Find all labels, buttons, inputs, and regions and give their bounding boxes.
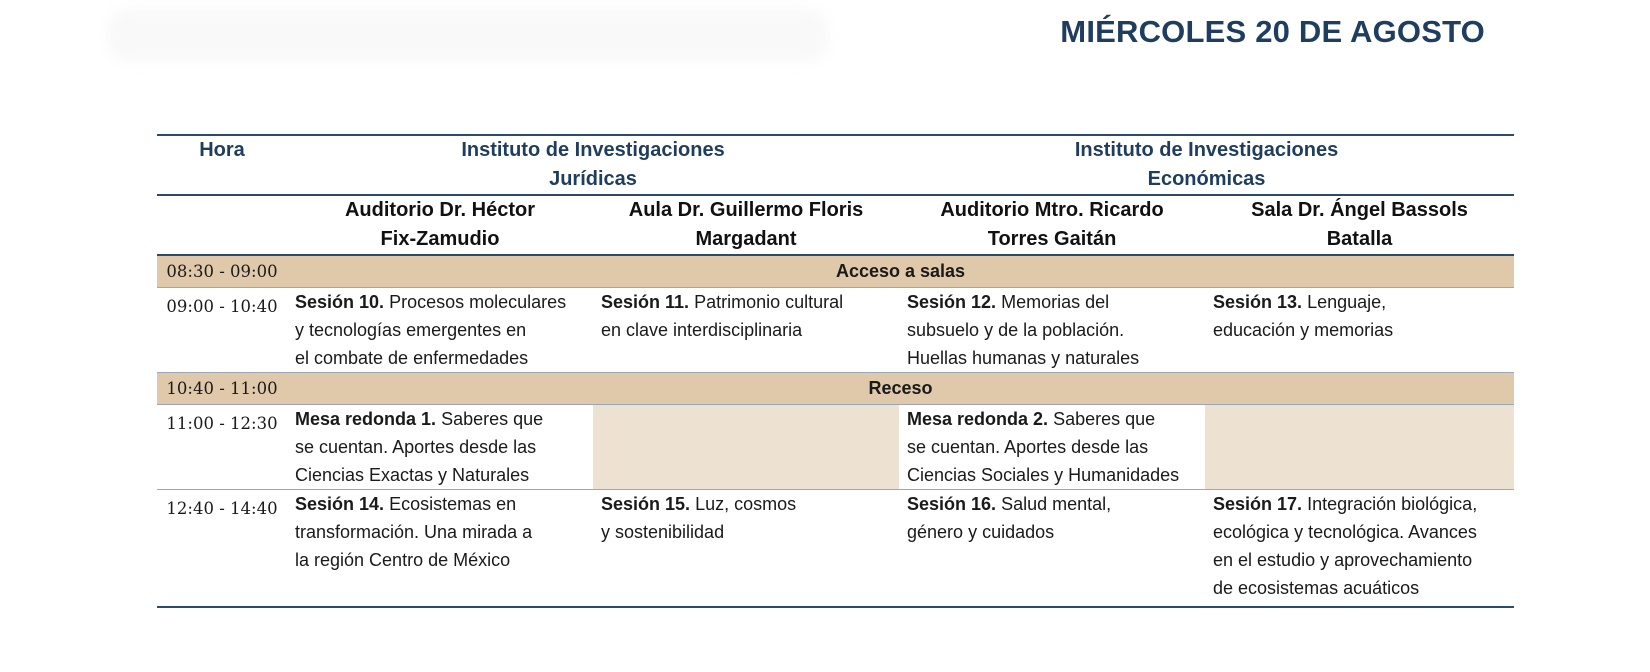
- session-label: Sesión 12.: [907, 292, 997, 312]
- session-label: Sesión 14.: [295, 494, 385, 514]
- schedule-row: [157, 288, 1514, 373]
- schedule-row: [157, 490, 1514, 608]
- session-label: Sesión 10.: [295, 292, 385, 312]
- session-label: Mesa redonda 2.: [907, 409, 1049, 429]
- institutes-header-row: [157, 135, 1514, 195]
- session-cell: Sesión 16. Salud mental, género y cuidados: [899, 490, 1205, 608]
- empty-cell: [593, 405, 899, 490]
- session-label: Sesión 11.: [601, 292, 690, 312]
- day-title: MIÉRCOLES 20 DE AGOSTO: [1060, 14, 1485, 49]
- room-header-empty: [157, 195, 287, 255]
- session-cell: Sesión 17. Integración biológica, ecológica y tecnológica. Avances en el estudio y aprovechamiento de ecosistemas acuáticos: [1205, 490, 1514, 608]
- session-label: Mesa redonda 1.: [295, 409, 437, 429]
- session-cell: Sesión 13. Lenguaje, educación y memorias: [1205, 288, 1514, 373]
- session-label: Sesión 17.: [1213, 494, 1303, 514]
- room-header-fix-zamudio: Auditorio Dr. Héctor Fix-Zamudio: [287, 195, 593, 255]
- rooms-header-row: [157, 195, 1514, 255]
- session-cell: Sesión 14. Ecosistemas en transformación. Una mirada a la región Centro de México: [287, 490, 593, 608]
- session-label: Sesión 16.: [907, 494, 997, 514]
- empty-cell: [1205, 405, 1514, 490]
- time-cell: 11:00 - 12:30: [157, 405, 287, 490]
- header-blurred-area: [108, 8, 828, 62]
- session-cell: Sesión 12. Memorias del subsuelo y de la población. Huellas humanas y naturales: [899, 288, 1205, 373]
- time-cell: 08:30 - 09:00: [157, 255, 287, 288]
- schedule-band-row: [157, 373, 1514, 405]
- session-label: Sesión 15.: [601, 494, 691, 514]
- schedule-table: [157, 134, 1514, 608]
- session-cell: Sesión 15. Luz, cosmos y sostenibilidad: [593, 490, 899, 608]
- band-label: Receso: [287, 373, 1514, 405]
- room-header-bassols-batalla: Sala Dr. Ángel Bassols Batalla: [1205, 195, 1514, 255]
- room-header-torres-gaitan: Auditorio Mtro. Ricardo Torres Gaitán: [899, 195, 1205, 255]
- schedule-row: [157, 405, 1514, 490]
- session-cell: Sesión 10. Procesos moleculares y tecnologías emergentes en el combate de enfermedades: [287, 288, 593, 373]
- session-label: Sesión 13.: [1213, 292, 1303, 312]
- hora-header: Hora: [157, 135, 287, 195]
- time-cell: 12:40 - 14:40: [157, 490, 287, 608]
- institute-juridicas-header: Instituto de Investigaciones Jurídicas: [287, 135, 899, 195]
- session-cell: Mesa redonda 1. Saberes que se cuentan. Aportes desde las Ciencias Exactas y Naturales: [287, 405, 593, 490]
- time-cell: 09:00 - 10:40: [157, 288, 287, 373]
- band-label: Acceso a salas: [287, 255, 1514, 288]
- time-cell: 10:40 - 11:00: [157, 373, 287, 405]
- session-cell: Sesión 11. Patrimonio cultural en clave interdisciplinaria: [593, 288, 899, 373]
- institute-economicas-header: Instituto de Investigaciones Económicas: [899, 135, 1514, 195]
- schedule-band-row: [157, 255, 1514, 288]
- room-header-floris-margadant: Aula Dr. Guillermo Floris Margadant: [593, 195, 899, 255]
- session-cell: Mesa redonda 2. Saberes que se cuentan. Aportes desde las Ciencias Sociales y Humanidades: [899, 405, 1205, 490]
